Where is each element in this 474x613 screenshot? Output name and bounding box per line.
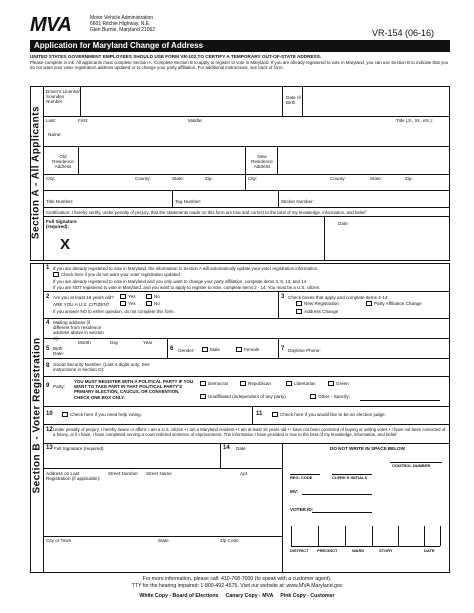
city-town-label: City or Town	[46, 538, 72, 543]
office-col-ward: WARD	[352, 548, 365, 553]
org-line3: Glen Burnie, Maryland 21062	[90, 27, 156, 33]
birth-date-field[interactable]	[76, 346, 162, 356]
month-label: Month	[78, 340, 91, 345]
green-box[interactable]	[328, 381, 334, 386]
party-democrat[interactable]	[200, 381, 228, 386]
certification-text: Certification: I hereby certify, under penalty of perjury, that the statements made on this form are true and correct to the best of my knowledge, information, and belief.	[46, 210, 367, 215]
old-zip-label: Zip:	[205, 176, 213, 181]
item11-option[interactable]	[272, 412, 386, 417]
item10-number: 10	[46, 411, 53, 417]
dob-field[interactable]	[303, 87, 449, 115]
item1-number: 1	[46, 265, 50, 271]
new-zip-label: Zip:	[405, 176, 413, 181]
reg-code-label: REG. CODE	[290, 475, 313, 480]
party-other[interactable]	[310, 394, 350, 399]
old-residence-label: Old Residence Address	[52, 154, 74, 170]
title-suffix-label: Title (Jr., Sr., etc.):	[396, 118, 434, 123]
item10-option[interactable]	[62, 412, 142, 417]
item3-text: Check boxes that apply and complete items 4-14:	[288, 295, 389, 300]
item2-q1-no-box[interactable]	[146, 294, 152, 299]
libertarian-box[interactable]	[286, 381, 292, 386]
office-use-title: DO NOT WRITE IN SPACE BELOW	[330, 446, 405, 451]
old-city-label: City:	[46, 176, 56, 181]
office-col-precinct: PRECINCT	[317, 548, 338, 553]
item2-q1-no[interactable]	[146, 294, 160, 299]
date-field[interactable]	[326, 228, 446, 258]
item9-number: 9	[46, 383, 50, 389]
no-label: No	[154, 301, 160, 306]
item8-text: Social Security Number. (Last 4 digits only; See instructions in section D):	[53, 362, 150, 373]
address-change-label: Address Change	[304, 309, 339, 314]
section-a-label: Section A - All Applicants	[30, 105, 42, 240]
item2-number: 2	[46, 294, 50, 300]
party-libertarian[interactable]	[286, 381, 316, 386]
libertarian-label: Libertarian	[294, 381, 316, 386]
daytime-phone-field[interactable]	[326, 342, 448, 356]
state-label-b: State	[158, 538, 169, 543]
other-box[interactable]	[310, 394, 316, 399]
party-change-label: Party Affiliation Change	[374, 301, 422, 306]
mva-logo: MVA	[30, 14, 72, 36]
day-label: Day	[110, 340, 119, 345]
last-registration-field[interactable]	[104, 478, 280, 490]
item4-text: Mailing address (if different from residence address above in section A):	[53, 320, 104, 341]
old-county-label: County:	[135, 176, 151, 181]
party-republican[interactable]	[240, 381, 271, 386]
name-field[interactable]	[62, 124, 448, 144]
name-label: Name:	[48, 132, 62, 137]
footer-copies: White Copy - Board of Elections Canary Copy - MVA Pink Copy - Customer	[139, 593, 335, 599]
item14-number: 14	[223, 445, 230, 451]
address-change-box[interactable]	[296, 309, 302, 314]
gender-female[interactable]	[236, 347, 259, 352]
item12-number: 12	[46, 427, 53, 433]
date-label: Date:	[338, 221, 349, 226]
help-voting-box[interactable]	[62, 412, 68, 417]
form-number: VR-154 (06-16)	[372, 28, 435, 38]
item1-opt1-label: Check here if you do not want your voter registration updated.	[61, 272, 182, 277]
party-green[interactable]	[328, 381, 349, 386]
help-voting-label: Check here if you need help voting.	[70, 412, 143, 417]
item7-text: Daytime Phone:	[288, 348, 321, 353]
footer-line2: TTY for the hearing impaired: 1-800-492-4575. Visit our website at: www.MVA.Maryland.gov	[131, 583, 343, 589]
new-county-label: County:	[330, 176, 346, 181]
clerk-initials-label: CLERK'S INITIALS	[332, 475, 368, 480]
item3-address-change[interactable]	[296, 309, 338, 314]
page-title: Application for Maryland Change of Address	[34, 41, 204, 50]
office-col-date: DATE	[424, 548, 435, 553]
sticker-number-label: Sticker Number:	[281, 199, 314, 204]
signature-field[interactable]	[80, 220, 320, 258]
item2-q1-yes-box[interactable]	[120, 294, 126, 299]
signature-mark: X	[60, 236, 71, 253]
zip-label-b: Zip Code	[220, 538, 239, 543]
item2-q2-yes-box[interactable]	[120, 301, 126, 306]
voter-date-field[interactable]	[224, 452, 278, 466]
last-city-field[interactable]	[46, 546, 278, 560]
item6-text: Gender:	[178, 348, 195, 353]
footer-line1: For more information, please call: 410-768-7000 (to speak with a customer agent).	[142, 576, 332, 582]
license-label: Driver's License/ Soundex Number	[46, 89, 80, 105]
male-box[interactable]	[202, 347, 208, 352]
first-label: First:	[78, 118, 89, 123]
new-registration-label: New Registration	[304, 301, 339, 306]
unaffiliated-box[interactable]	[200, 394, 206, 399]
item13-number: 13	[46, 445, 53, 451]
new-state-label: State:	[370, 176, 383, 181]
voter-id-label: VOTER ID:	[290, 507, 314, 512]
item2-q1-yes[interactable]	[120, 294, 136, 299]
party-note: YOU MUST REGISTER WITH A POLITICAL PARTY IF YOU WANT TO TAKE PART IN THAT POLITICAL PARTY'S PRIMARY ELECTION, CAUCUS, OR CONVENTION. CHECK ONE BOX ONLY.	[74, 379, 194, 400]
item3-new-registration[interactable]	[296, 301, 339, 306]
last-registration-label: Address on Last Registration (if applicable):	[46, 471, 101, 482]
item5-number: 5	[46, 346, 50, 352]
signature-label: Full Signature (required):	[46, 219, 77, 230]
gender-male[interactable]	[202, 347, 220, 352]
office-col-story: STORY	[379, 548, 393, 553]
last-label: Last:	[46, 118, 56, 123]
title-number-label: Title Number:	[46, 199, 74, 204]
item7-number: 7	[281, 346, 285, 352]
item2-q2: ARE YOU A U.S. CITIZEN?	[53, 302, 110, 307]
item3-party-change[interactable]	[366, 301, 422, 306]
mv-label: MV:	[290, 489, 299, 494]
item4-number: 4	[46, 320, 50, 326]
item2-q2-no[interactable]	[146, 301, 160, 306]
item1-opt2: If you are already registered to vote in Maryland and you only want to change your party affiliation, complete items 3, 9, 13, and 14.	[53, 279, 308, 284]
office-col-district: DISTRICT	[290, 548, 309, 553]
item12-text: Under penalty of perjury, I hereby swear or affirm: I am a U.S. citizen • I am a Maryland resident • I am at least 16 years old • I have not been convicted of buying or selling votes • I have not been convicted of a felony, or if I have, I have completed serving a court-ordered sentence of imprisonment. The information I have provided is true to the best of my knowledge, information, and belief.	[53, 427, 446, 437]
item6-number: 6	[170, 346, 174, 352]
new-city-label: City:	[248, 176, 258, 181]
item2-q2-no-box[interactable]	[146, 301, 152, 306]
green-label: Green	[336, 381, 349, 386]
control-number-label: CONTROL NUMBER	[392, 463, 431, 468]
yes-label: Yes	[128, 301, 136, 306]
item9-label: Party:	[53, 384, 65, 389]
item11-number: 11	[256, 411, 263, 417]
female-box[interactable]	[236, 347, 242, 352]
middle-label: Middle:	[188, 118, 203, 123]
no-label: No	[154, 294, 160, 299]
voter-signature-field[interactable]	[52, 452, 216, 466]
election-judge-box[interactable]	[272, 412, 278, 417]
org-line1: Motor Vehicle Administration	[90, 15, 154, 21]
item13-text: Full Signature (required)	[54, 446, 104, 451]
dob-label: Date of Birth	[286, 95, 301, 106]
party-change-box[interactable]	[366, 301, 372, 306]
item5-text: Birth Date:	[53, 346, 64, 357]
intro-warning: UNITED STATES GOVERNMENT EMPLOYEES SHOULD USE FORM VR-102 TO CERTIFY A TEMPORARY OUT-OF-STATE ADDRESS.	[30, 54, 322, 59]
election-judge-label: Check here if you would like to be an election judge.	[280, 412, 386, 417]
org-line2: 6601 Ritchie Highway, N.E.	[90, 21, 151, 27]
new-residence-field[interactable]	[278, 147, 449, 173]
old-residence-field[interactable]	[79, 147, 244, 173]
section-b-label: Section B - Voter Registration	[31, 337, 43, 494]
item1-opt1[interactable]	[53, 272, 181, 277]
item2-q2-yes[interactable]	[120, 301, 136, 306]
republican-label: Republican	[248, 381, 271, 386]
intro-instructions: Please complete in ink. All applicants must complete Section A. Complete Section B to apply to register to vote in Maryland. If you are already registered to vote in Maryland, you can use Section B to indicate that you do not want your voter registration address updated or to change your party affiliation. For additional instructions, see back of form.	[30, 60, 449, 71]
street-number-label: Street Number	[108, 471, 138, 476]
license-field[interactable]	[81, 87, 281, 115]
democrat-label: Democrat	[208, 381, 228, 386]
new-registration-box[interactable]	[296, 301, 302, 306]
year-label: Year	[143, 340, 153, 345]
street-name-label: Street Name	[146, 471, 172, 476]
item3-number: 3	[281, 294, 285, 300]
republican-box[interactable]	[240, 381, 246, 386]
new-residence-label: New Residence Address	[251, 154, 273, 170]
item2-q3: If you answer NO to either question, do not complete this form.	[53, 309, 175, 314]
old-state-label: State:	[172, 176, 185, 181]
other-label: Other - Specify:	[318, 394, 350, 399]
ssn-field[interactable]	[180, 362, 280, 372]
item1-opt3: If you are NOT registered to vote in Maryland, and you want to apply to register to vote, complete items 2 - 14. You must be a U.S. citizen.	[53, 285, 321, 290]
item1-checkbox[interactable]	[53, 272, 59, 277]
item14-text: Date	[236, 446, 246, 451]
female-label: Female	[244, 347, 260, 352]
item8-number: 8	[46, 363, 50, 369]
party-unaffiliated[interactable]	[200, 394, 286, 399]
unaffiliated-label: Unaffiliated (independent of any party)	[208, 394, 286, 399]
item2-q1: Are you at least 16 years old?	[53, 295, 114, 300]
mailing-address-field[interactable]	[108, 320, 448, 336]
apt-label: Apt.	[240, 471, 249, 476]
item1-text: If you are already registered to vote in Maryland, the information in Section A will automatically update your voter registration information.	[53, 266, 319, 271]
male-label: Male	[210, 347, 220, 352]
yes-label: Yes	[128, 294, 136, 299]
democrat-box[interactable]	[200, 381, 206, 386]
tag-number-label: Tag Number:	[175, 199, 202, 204]
